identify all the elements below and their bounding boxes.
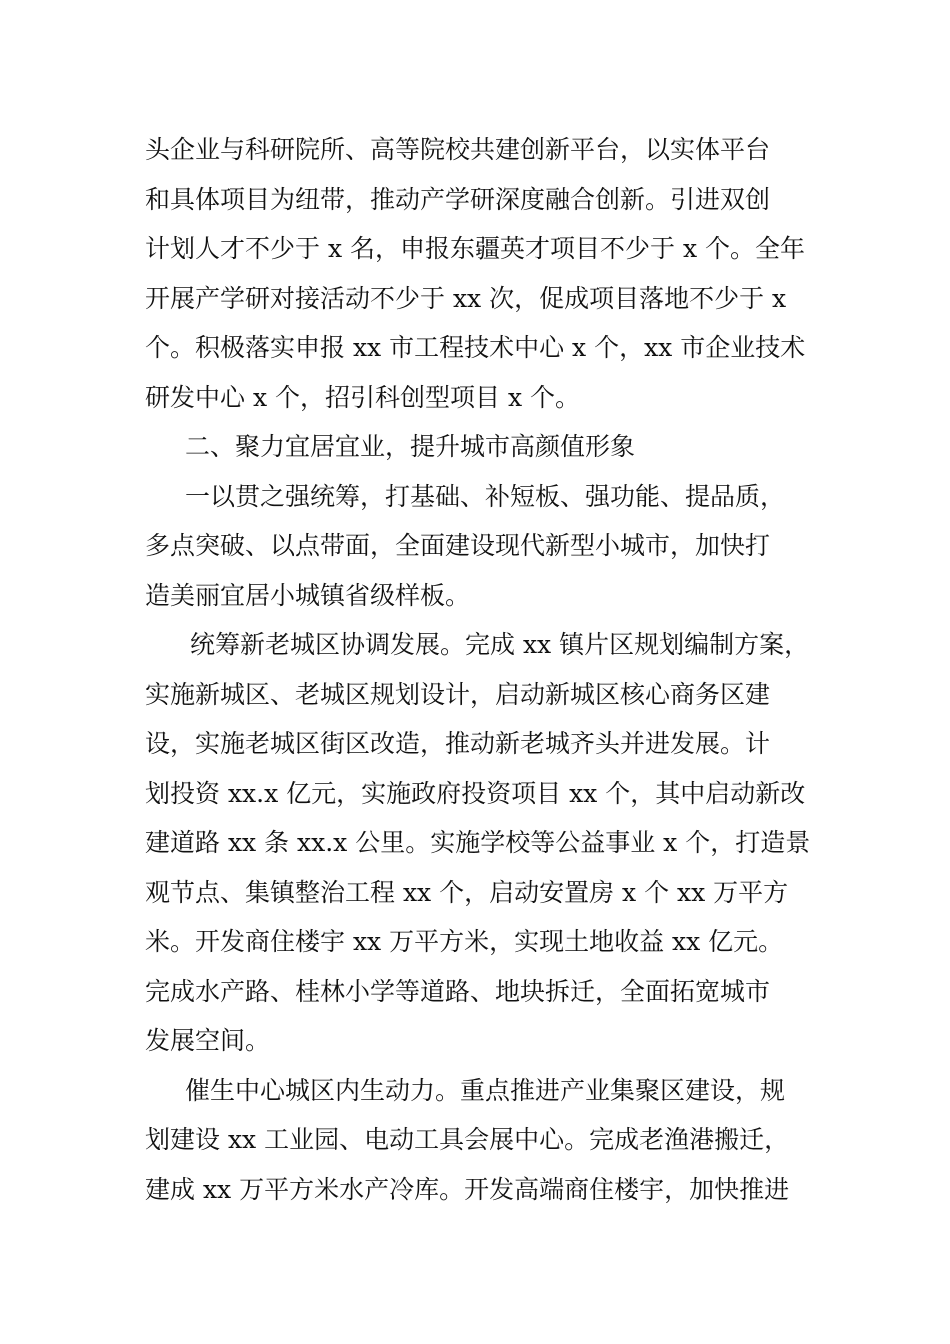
text-line: 一以贯之强统筹，打基础、补短板、强功能、提品质， [185,481,786,511]
text-line: 划建设 xx 工业园、电动工具会展中心。完成老渔港搬迁， [145,1125,790,1154]
document-body [145,125,825,1214]
text-line: 计划人才不少于 x 名，申报东疆英才项目不少于 x 个。全年 [145,234,805,263]
text-line: 建成 xx 万平方米水产冷库。开发高端商住楼宇，加快推进 [145,1174,790,1204]
section-heading: 二、聚力宜居宜业，提升城市高颜值形象 [185,432,636,461]
text-line: 完成水产路、桂林小学等道路、地块拆迁，全面拓宽城市 [145,976,771,1006]
text-line: 实施新城区、老城区规划设计，启动新城区核心商务区建 [145,679,771,709]
text-line: 研发中心 x 个，招引科创型项目 x 个。 [145,382,580,412]
text-line: 观节点、集镇整治工程 xx 个，启动安置房 x 个 xx 万平方 [145,877,789,907]
text-line: 发展空间。 [145,1026,271,1055]
text-line: 建道路 xx 条 xx.x 公里。实施学校等公益事业 x 个，打造景 [145,828,811,857]
paragraph-start-line: 统筹新老城区协调发展。完成 xx 镇片区规划编制方案， [190,630,810,659]
text-line: 造美丽宜居小城镇省级样板。 [145,580,471,610]
paragraph-start-line: 催生中心城区内生动力。重点推进产业集聚区建设，规 [185,1075,786,1105]
text-line: 和具体项目为纽带，推动产学研深度融合创新。引进双创 [145,184,771,214]
text-line: 头企业与科研院所、高等院校共建创新平台，以实体平台 [145,135,771,164]
text-line: 多点突破、以点带面，全面建设现代新型小城市，加快打 [145,531,771,560]
text-line: 米。开发商住楼宇 xx 万平方米，实现土地收益 xx 亿元。 [145,927,784,956]
text-line: 设，实施老城区街区改造，推动新老城齐头并进发展。计 [145,729,771,758]
text-line: 个。积极落实申报 xx 市工程技术中心 x 个，xx 市企业技术 [145,333,806,362]
text-line: 开展产学研对接活动不少于 xx 次，促成项目落地不少于 x [145,283,787,313]
text-line: 划投资 xx.x 亿元，实施政府投资项目 xx 个，其中启动新改 [145,778,806,808]
